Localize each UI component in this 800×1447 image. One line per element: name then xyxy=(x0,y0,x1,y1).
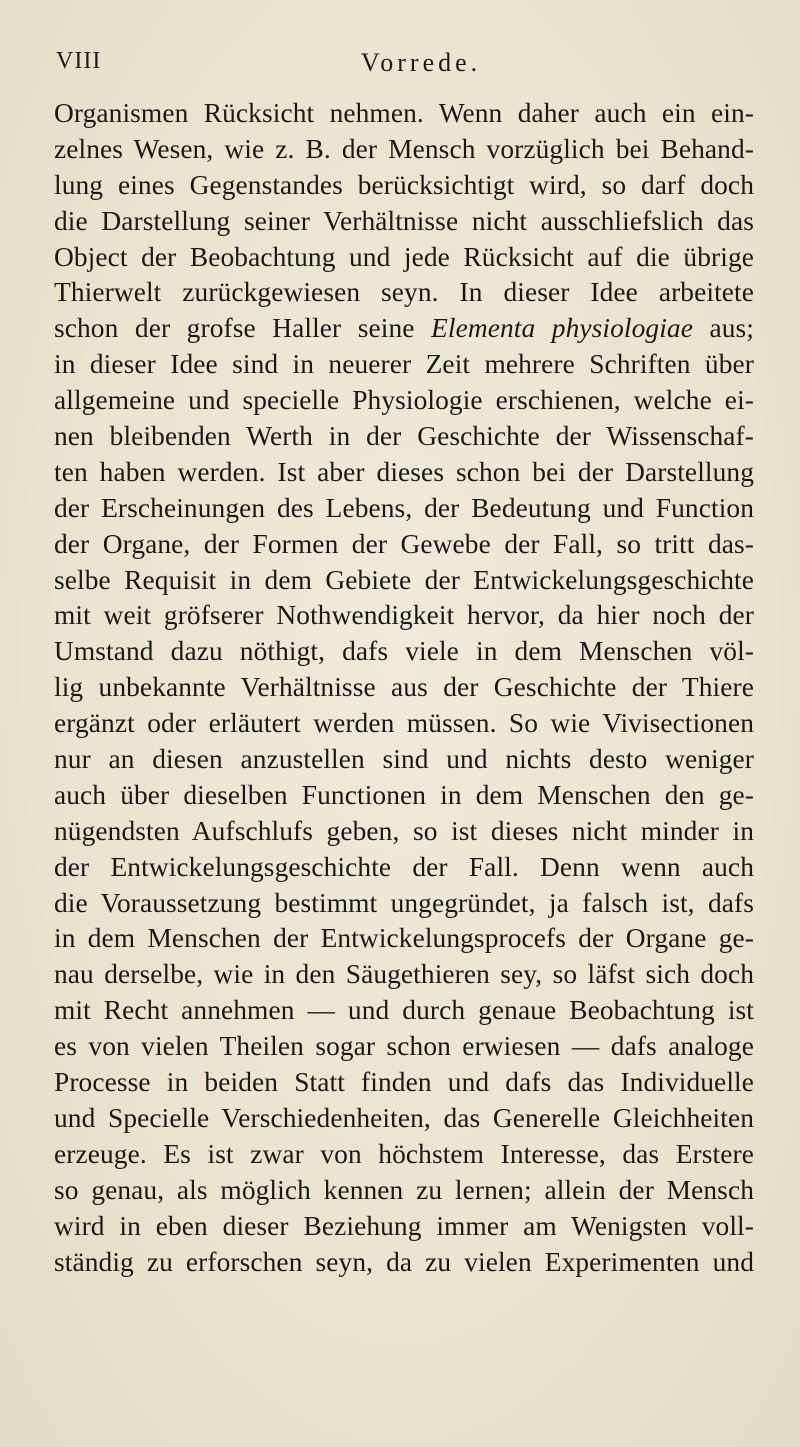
text-line: in dieser Idee sind in neuerer Zeit mehrere Schriften über xyxy=(54,349,754,380)
text-line: zelnes Wesen, wie z. B. der Mensch vorzüglich bei Behand- xyxy=(54,133,754,164)
text-line: mit Recht annehmen — und durch genaue Beobachtung ist xyxy=(54,995,754,1026)
page-header xyxy=(56,48,746,88)
text-run: schon der grofse Haller seine xyxy=(54,313,432,344)
text-line: allgemeine und specielle Physiologie erschienen, welche ei- xyxy=(54,385,754,416)
text-line: der Erscheinungen des Lebens, der Bedeutung und Function xyxy=(54,492,754,523)
text-line: ergänzt oder erläutert werden müssen. So wie Vivisectionen xyxy=(54,708,754,739)
text-line: nau derselbe, wie in den Säugethieren sey, so läfst sich doch xyxy=(54,959,754,990)
text-line: mit weit gröfserer Nothwendigkeit hervor, da hier noch der xyxy=(54,600,754,631)
text-line: nur an diesen anzustellen sind und nichts desto weniger xyxy=(54,744,754,775)
text-line: die Voraussetzung bestimmt ungegründet, ja falsch ist, dafs xyxy=(54,887,754,918)
italic-title: Elementa physiologiae xyxy=(431,313,693,344)
text-line: erzeuge. Es ist zwar von höchstem Interesse, das Erstere xyxy=(54,1138,754,1169)
text-line: die Darstellung seiner Verhältnisse nicht ausschliefslich das xyxy=(54,205,754,236)
text-line: es von vielen Theilen sogar schon erwiesen — dafs analoge xyxy=(54,1031,754,1062)
text-line: lung eines Gegenstandes berücksichtigt wird, so darf doch xyxy=(54,169,754,200)
text-line: selbe Requisit in dem Gebiete der Entwickelungsgeschichte xyxy=(54,564,754,595)
text-line: nügendsten Aufschlufs geben, so ist dieses nicht minder in xyxy=(54,815,754,846)
text-run: aus; xyxy=(692,313,754,344)
text-line: Umstand dazu nöthigt, dafs viele in dem Menschen völ- xyxy=(54,636,754,667)
text-line: Organismen Rücksicht nehmen. Wenn daher auch ein ein- xyxy=(54,98,754,128)
text-line: der Organe, der Formen der Gewebe der Fall, so tritt das- xyxy=(54,528,754,559)
text-line: Object der Beobachtung und jede Rücksicht auf die übrige xyxy=(54,241,754,272)
page-number: VIII xyxy=(56,48,102,74)
text-line: und Specielle Verschiedenheiten, das Generelle Gleichheiten xyxy=(54,1102,754,1133)
text-line: lig unbekannte Verhältnisse aus der Geschichte der Thiere xyxy=(54,672,754,703)
text-line xyxy=(54,311,754,347)
text-line: so genau, als möglich kennen zu lernen; allein der Mensch xyxy=(54,1174,754,1205)
text-line: auch über dieselben Functionen in dem Menschen den ge- xyxy=(54,779,754,810)
text-line: wird in eben dieser Beziehung immer am Wenigsten voll- xyxy=(54,1210,754,1241)
body-text xyxy=(54,96,754,1280)
text-line: ständig zu erforschen seyn, da zu vielen Experimenten und xyxy=(54,1246,754,1277)
text-line: Processe in beiden Statt finden und dafs das Individuelle xyxy=(54,1067,754,1098)
text-line: in dem Menschen der Entwickelungsprocefs der Organe ge- xyxy=(54,923,754,954)
text-line: ten haben werden. Ist aber dieses schon bei der Darstellung xyxy=(54,456,754,487)
text-line: Thierwelt zurückgewiesen seyn. In dieser Idee arbeitete xyxy=(54,277,754,308)
running-title: Vorrede. xyxy=(360,48,482,77)
text-line: nen bleibenden Werth in der Geschichte der Wissenschaf- xyxy=(54,421,754,452)
text-line: der Entwickelungsgeschichte der Fall. Denn wenn auch xyxy=(54,851,754,882)
